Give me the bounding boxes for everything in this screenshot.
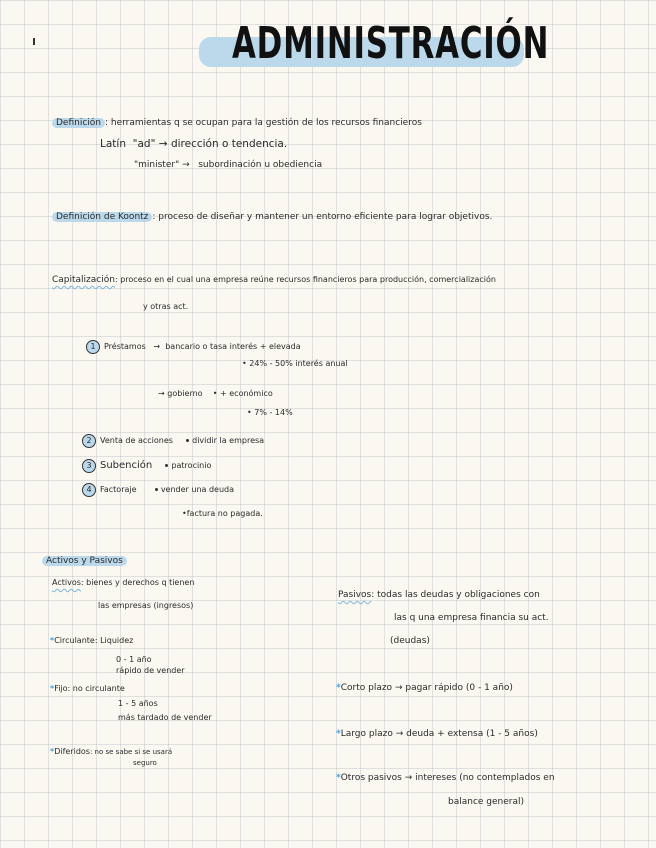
bullet-icon	[165, 464, 168, 467]
circled-number-icon: 4	[82, 483, 96, 497]
corto-text: → pagar rápido (0 - 1 año)	[394, 683, 513, 693]
latin-line	[100, 138, 287, 150]
prestamos-tasa: o tasa interés + elevada	[202, 342, 301, 351]
circulante-line	[50, 636, 133, 645]
arrow-icon: →	[153, 342, 161, 351]
latin-label: Latín	[100, 138, 126, 150]
circled-number-icon: 1	[86, 340, 100, 354]
star-bullet-icon: *	[336, 729, 341, 739]
fijo-l3: más tardado de vender	[118, 713, 212, 722]
activos-label: Activos	[52, 578, 81, 587]
circulante-label: Circulante	[54, 636, 95, 645]
star-bullet-icon: *	[50, 684, 55, 693]
prestamos-interes: • 24% - 50% interés anual	[242, 359, 348, 368]
star-bullet-icon: *	[50, 747, 55, 756]
otros-text2: balance general)	[448, 797, 525, 807]
largo-text: → deuda + extensa (1 - 5 años)	[395, 729, 538, 739]
gobierno-label: gobierno	[167, 389, 203, 398]
arrow-icon: →	[158, 138, 168, 150]
corto-plazo-line	[336, 683, 513, 693]
corto-label: Corto plazo	[340, 683, 393, 693]
bullet-icon	[155, 488, 158, 491]
pasivos-text: : todas las deudas y obligaciones con	[371, 590, 540, 600]
koontz-line	[52, 212, 492, 222]
prestamos-label: Préstamos	[104, 342, 146, 351]
item-venta-acciones	[82, 434, 264, 448]
pasivos-text2: las q una empresa financia su act.	[394, 613, 549, 623]
factoraje-detail: vender una deuda	[160, 485, 235, 494]
star-bullet-icon: *	[336, 773, 341, 783]
item-prestamos	[86, 340, 301, 354]
diferidos-text: : no se sabe si se usará	[89, 748, 173, 756]
diferidos-label: Diferidos	[54, 747, 90, 756]
gobierno-line	[158, 389, 273, 398]
circulante-text: : Liquidez	[94, 636, 134, 645]
fijo-label: Fijo	[54, 684, 68, 693]
circled-number-icon: 2	[82, 434, 96, 448]
corner-mark	[33, 38, 35, 45]
fijo-l2: 1 - 5 años	[118, 699, 158, 708]
diferidos-line	[50, 747, 172, 756]
subencion-label: Subención	[100, 460, 153, 471]
ap-heading-label: Activos y Pasivos	[42, 556, 127, 566]
capitalizacion-line	[52, 275, 496, 285]
activos-pasivos-heading	[42, 556, 127, 566]
minister-term: "minister"	[134, 160, 180, 170]
factoraje-detail2: •factura no pagada.	[182, 509, 263, 518]
koontz-label: Definición de Koontz	[52, 212, 152, 222]
circled-number-icon: 3	[82, 459, 96, 473]
gobierno-interes: • 7% - 14%	[247, 408, 293, 417]
minister-meaning: subordinación u obediencia	[198, 160, 323, 170]
venta-detail: dividir la empresa	[192, 436, 265, 445]
bullet-icon	[186, 439, 189, 442]
otros-pasivos-line	[336, 773, 555, 783]
koontz-text: : proceso de diseñar y mantener un entorno eficiente para lograr objetivos.	[152, 212, 493, 222]
diferidos-l2: seguro	[133, 759, 157, 767]
pasivos-label: Pasivos	[338, 590, 372, 600]
subencion-detail: patrocinio	[171, 461, 212, 470]
page-title: ADMINISTRACIÓN	[232, 18, 550, 69]
fijo-line	[50, 684, 125, 693]
circulante-l2: 0 - 1 año	[116, 655, 152, 664]
activos-text2: las empresas (ingresos)	[98, 601, 194, 610]
largo-label: Largo plazo	[340, 729, 393, 739]
item-factoraje	[82, 483, 234, 497]
activos-text: : bienes y derechos q tienen	[80, 578, 195, 587]
definicion-line	[52, 118, 422, 128]
largo-plazo-line	[336, 729, 538, 739]
fijo-text: : no circulante	[67, 684, 125, 693]
otros-text: → intereses (no contemplados en	[404, 773, 555, 783]
definicion-text: : herramientas q se ocupan para la gestión de los recursos financieros	[105, 118, 422, 128]
prestamos-bancario: bancario	[165, 342, 200, 351]
definicion-label: Definición	[52, 118, 105, 128]
capitalizacion-text: : proceso en el cual una empresa reúne recursos financieros para producción, comercialización	[114, 275, 496, 284]
capitalizacion-text2: y otras act.	[143, 302, 189, 311]
venta-label: Venta de acciones	[100, 436, 173, 445]
circulante-l3: rápido de vender	[116, 666, 185, 675]
star-bullet-icon: *	[336, 683, 341, 693]
otros-label: Otros pasivos	[340, 773, 402, 783]
ad-term: "ad"	[132, 138, 156, 150]
pasivos-line	[338, 590, 540, 600]
arrow-icon: →	[182, 160, 190, 170]
capitalizacion-label: Capitalización	[52, 275, 115, 285]
factoraje-label: Factoraje	[100, 485, 137, 494]
arrow-icon: →	[158, 389, 165, 398]
gobierno-economico: • + económico	[212, 389, 273, 398]
pasivos-text3: (deudas)	[390, 636, 430, 646]
item-subencion	[82, 459, 211, 473]
activos-line	[52, 578, 194, 587]
star-bullet-icon: *	[50, 636, 55, 645]
ad-meaning: dirección o tendencia.	[170, 138, 288, 150]
minister-line	[134, 160, 322, 170]
